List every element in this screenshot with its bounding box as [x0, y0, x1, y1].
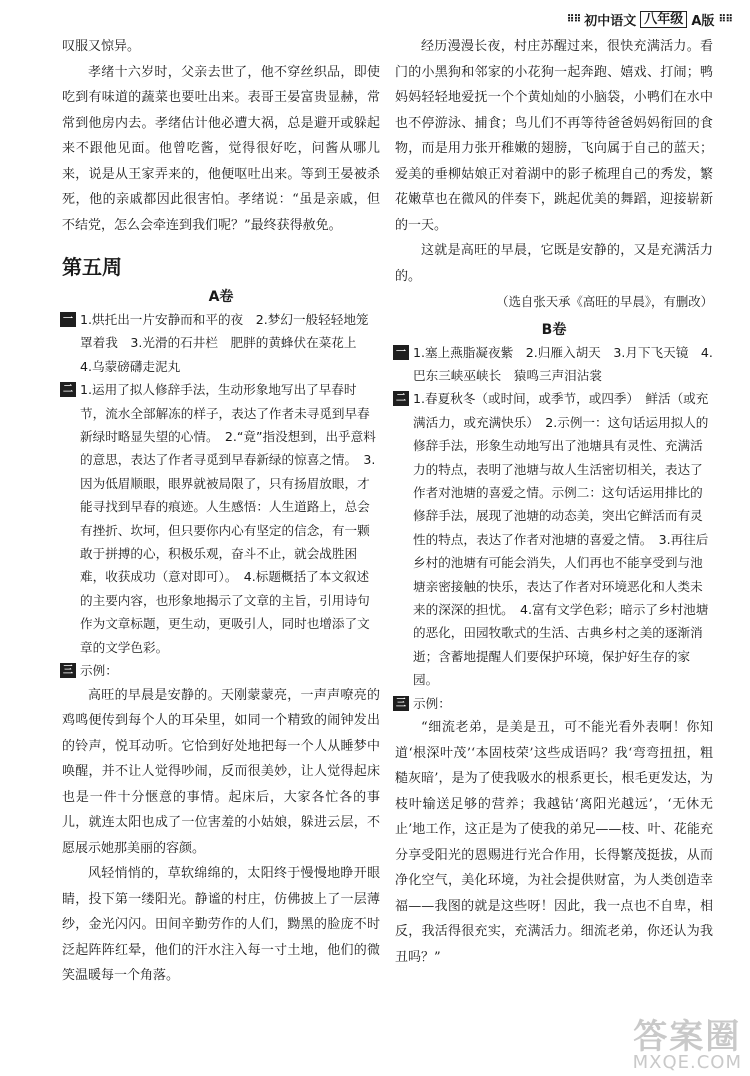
header-edition: A版 [691, 14, 715, 29]
essay-paragraph-3: 经历漫漫长夜，村庄苏醒过来，很快充满活力。看门的小黑狗和邻家的小花狗一起奔跑、嬉戏、打闹；鸭妈妈轻轻地爱抚一个个黄灿灿的小脑袋，小鸭们在水中也不停游泳、捕食；鸟儿们不再等待爸爸妈妈衔回的食物，而是用力张开稚嫩的翅膀，飞向属于自己的蓝天；爱美的垂柳姑娘正对着湖中的影子梳理自己的秀发，繁花嫩草也在微风的伴奏下，跳起优美的舞蹈，迎接崭新的一天。 [395, 39, 713, 233]
section-a-title: A卷 [208, 289, 234, 305]
watermark-line-2: MXQE.COM [632, 1052, 742, 1073]
a-question-1 [62, 308, 380, 378]
page-header [567, 10, 732, 29]
header-dots-left: ⠿⠿ [566, 14, 581, 25]
a-answer-3: 示例： [80, 663, 118, 679]
a-question-3 [62, 659, 380, 682]
b-mark-1: 一 [393, 345, 409, 360]
a-mark-3: 三 [60, 663, 76, 678]
b-answer-3: 示例： [413, 695, 451, 711]
header-grade: 八年级 [640, 11, 687, 28]
essay-paragraph-1: 高旺的早晨是安静的。天刚蒙蒙亮，一声声嘹亮的鸡鸣便传到每个人的耳朵里，如同一个精致的闹钟发出的铃声，悦耳动听。它恰到好处地把每一个人从睡梦中唤醒，并不让人觉得吵闹，反而很美妙，让人觉得起床也是一件十分惬意的事情。起床后，大家各忙各的事儿，就连太阳也成了一位害羞的小姑娘，躲进云层，不愿展示她那美丽的容颜。 [62, 687, 380, 856]
b-answer-1: 1.塞上燕脂凝夜紫 2.归雁入胡天 3.月下飞天镜 4.巴东三峡巫峡长 猿鸣三声泪沾裳 [413, 344, 713, 383]
left-paragraph-2: 孝绪十六岁时，父亲去世了，他不穿丝织品，即使吃到有味道的蔬菜也要吐出来。表哥王晏富贵显赫，常常到他房内去。孝绪估计他必遭大祸，总是避开或躲起来不跟他见面。他曾吃酱，觉得很好吃，问酱从哪儿来，说是从王家弄来的，他便呕吐出来。等到王晏被杀死，他的亲戚都因此很害怕。孝绪说：“虽是亲戚，但不结党，怎么会牵连到我们呢？”最终获得赦免。 [62, 64, 380, 233]
b-essay-paragraph: “细流老弟，是美是丑，可不能光看外表啊！你知道‘根深叶茂’‘本固枝荣’这些成语吗？我‘弯弯扭扭，粗糙灰暗’，是为了使我吸水的根系更长，根毛更发达，为枝叶输送足够的营养；我越钻‘离阳光越远’，‘无休无止’地工作，这正是为了使我的弟兄——枝、叶、花能充分享受阳光的恩赐进行光合作用，长得繁茂挺拔，从而净化空气，美化环境，为社会提供财富，为人类创造幸福——我图的就是这些呀！因此，我一点也不自卑，相反，我活得很充实，充满活力。细流老弟，你还认为我丑吗？” [395, 720, 713, 965]
b-answer-2: 1.春夏秋冬（或时间，或季节，或四季） 鲜活（或充满活力，或充满快乐） 2.示例一：这句话运用拟人的修辞手法，形象生动地写出了池塘具有灵性、充满活力的特点，表明了池塘与故人生活密切相关，表达了作者对池塘的喜爱之情。示例二：这句话运用排比的修辞手法，展现了池塘的动态美，突出它鲜活而有灵性的特点，表达了作者对池塘的喜爱之情。 3.再往后乡村的池塘有可能会消失，人们再也不能享受到与池塘亲密接触的快乐，表达了作者对环境恶化和人类未来的深深的担忧。 4.富有文学色彩；暗示了乡村池塘的恶化，田园牧歌式的生活、古典乡村之美的逐渐消逝；含蓄地提醒人们要保护环境，保护好生存的家园。 [413, 391, 709, 688]
a-answer-1: 1.烘托出一片安静而和平的夜 2.梦幻一般轻轻地笼罩着我 3.光滑的石井栏 肥胖的黄蜂伏在菜花上 4.乌蒙磅礴走泥丸 [80, 312, 370, 374]
a-mark-1: 一 [60, 312, 76, 327]
b-question-3 [395, 692, 713, 715]
section-b-title: B卷 [541, 321, 567, 338]
b-mark-3: 三 [393, 696, 409, 711]
essay-paragraph-4: 这就是高旺的早晨，它既是安静的，又是充满活力的。 [395, 243, 713, 284]
b-question-2 [395, 387, 713, 691]
header-dots-right: ⠿⠿ [718, 14, 732, 25]
left-paragraph-1: 叹服又惊异。 [62, 39, 141, 54]
right-column [395, 34, 713, 970]
a-answer-2: 1.运用了拟人修辞手法，生动形象地写出了早春时节，流水全部解冻的样子，表达了作者未寻觅到早春新绿时略显失望的心情。 2.“竟”指没想到，出乎意料的意思，表达了作者寻觅到早春新绿的惊喜之情。 3.因为低眉顺眼，眼界就被局限了，只有扬眉放眼，才能寻找到早春的痕迹。人生感悟：人生道路上，总会有挫折、坎坷，但只要你内心有坚定的信念，有一颗敢于拼搏的心，积极乐观，奋斗不止，就会战胜困难，收获成功（意对即可）。 4.标题概括了本文叙述的主要内容，也形象地揭示了文章的主旨，引用诗句作为文章标题，更生动，更吸引人，同时也增添了文章的文学色彩。 [80, 382, 376, 655]
header-subject: 初中语文 [584, 14, 637, 29]
essay-source: （选自张天承《高旺的早晨》，有删改） [496, 294, 713, 309]
b-mark-2: 二 [393, 391, 409, 406]
a-mark-2: 二 [60, 382, 76, 397]
watermark [632, 1017, 742, 1073]
a-question-2 [62, 378, 380, 659]
watermark-line-1: 答案圈 [633, 1017, 742, 1057]
b-question-1 [395, 341, 713, 388]
week-title: 第五周 [62, 255, 122, 279]
essay-paragraph-2: 风轻悄悄的，草软绵绵的，太阳终于慢慢地睁开眼睛，投下第一缕阳光。静谧的村庄，仿佛披上了一层薄纱，金光闪闪。田间辛勤劳作的人们，黝黑的脸庞不时泛起阵阵红晕，他们的汗水注入每一寸土地，他们的微笑温暖每一个角落。 [62, 866, 380, 983]
left-column [62, 34, 380, 989]
